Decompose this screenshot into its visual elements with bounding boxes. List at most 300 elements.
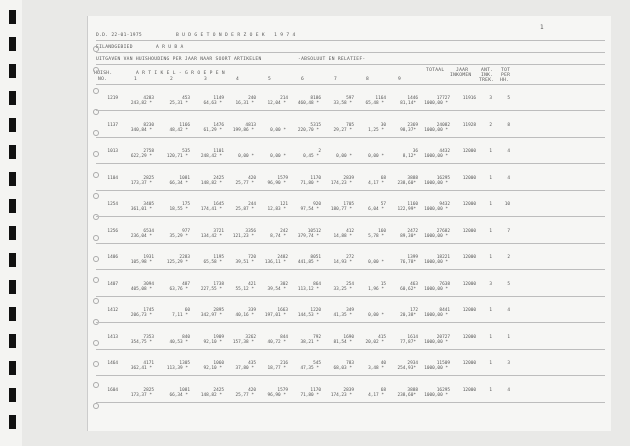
relative-value: 0,00 * <box>270 154 286 159</box>
earners-count: 2 <box>489 122 492 128</box>
absolute-value: 720 <box>248 255 256 260</box>
absolute-value: 2758 <box>143 149 154 154</box>
total-value: 17727 <box>436 96 450 101</box>
relative-value: 1000,00 * <box>424 127 448 133</box>
absolute-value: 8051 <box>310 255 321 260</box>
relative-value: 33,25 * <box>333 286 352 292</box>
relative-value: 125,29 * <box>166 260 188 265</box>
relative-value: 65,48 * <box>365 101 384 106</box>
relative-value: 48,42 * <box>169 127 188 133</box>
relative-value: 14,93 * <box>333 260 352 265</box>
income-value: 12000 <box>462 387 476 393</box>
relative-value: 622,29 * <box>130 154 152 159</box>
absolute-value: 415 <box>378 334 386 340</box>
relative-value: 55,12 * <box>235 286 254 292</box>
total-value: 20727 <box>436 334 450 340</box>
relative-value: 238,60* <box>397 392 416 398</box>
relative-value: 92,10 * <box>203 366 222 371</box>
punch-hole <box>9 226 16 240</box>
household-size: 2 <box>507 255 510 260</box>
ruled-line <box>96 163 605 164</box>
absolute-value: 1446 <box>407 96 418 101</box>
relative-value: 40,53 * <box>169 339 188 345</box>
relative-value: 220,70 * <box>297 127 319 133</box>
relative-value: 65,58 * <box>203 260 222 265</box>
household-number: 1013 <box>107 149 118 154</box>
absolute-value: 3094 <box>143 281 154 287</box>
absolute-value: 1931 <box>143 255 154 260</box>
absolute-value: 1663 <box>277 308 288 313</box>
absolute-value: 36 <box>412 149 418 154</box>
absolute-value: 463 <box>410 281 418 287</box>
relative-value: 354,75 * <box>130 339 152 345</box>
relative-value: 0,00 * <box>368 260 384 265</box>
earners-count: 1 <box>489 228 492 234</box>
household-size: 8 <box>507 122 510 128</box>
table-row <box>96 308 596 322</box>
absolute-value: 1170 <box>310 387 321 393</box>
table-row <box>96 96 596 110</box>
punch-hole <box>9 172 16 186</box>
col-ant-1: ANT. <box>481 68 494 73</box>
table-row <box>96 388 596 402</box>
ruled-line <box>96 243 605 244</box>
tractor-feed-hole <box>93 340 99 346</box>
punch-hole <box>9 10 16 24</box>
absolute-value: 535 <box>182 149 190 154</box>
absolute-value: 840 <box>182 334 190 340</box>
absolute-value: 3262 <box>245 334 256 340</box>
col-income-2: INKOMEN <box>450 73 472 78</box>
relative-value: 236,04 * <box>130 233 152 239</box>
relative-value: 1000,00 * <box>424 180 448 186</box>
tractor-feed-hole <box>93 88 99 94</box>
absolute-value: 864 <box>313 281 321 287</box>
tractor-feed-hole <box>93 193 99 199</box>
relative-value: 41,35 * <box>333 313 352 318</box>
household-size: 7 <box>507 228 510 234</box>
absolute-value: 6534 <box>143 228 154 234</box>
relative-value: 1000,00 * <box>424 101 448 106</box>
income-value: 12000 <box>462 334 476 340</box>
absolute-value: 1738 <box>213 281 224 287</box>
punch-hole <box>9 334 16 348</box>
relative-value: 25,77 * <box>235 392 254 398</box>
absolute-value: 597 <box>346 96 354 101</box>
earners-count: 1 <box>489 308 492 313</box>
absolute-value: 421 <box>248 281 256 287</box>
relative-value: 68,03 * <box>333 366 352 371</box>
absolute-value: 3356 <box>245 228 256 234</box>
absolute-value: 1745 <box>143 308 154 313</box>
income-value: 11928 <box>462 122 476 128</box>
earners-count: 1 <box>489 149 492 154</box>
table-row <box>96 282 596 296</box>
col-tot-1: TOT <box>501 68 511 73</box>
total-value: 9432 <box>439 202 450 207</box>
col-group-number: 7 <box>334 77 338 82</box>
absolute-value: 214 <box>280 96 288 101</box>
ruled-line <box>96 52 605 53</box>
total-value: 18221 <box>436 255 450 260</box>
absolute-value: 15 <box>380 281 386 287</box>
total-value: 27682 <box>436 228 450 234</box>
punch-hole <box>9 253 16 267</box>
household-number: 1413 <box>107 334 118 340</box>
relative-value: 1000,00 * <box>424 154 448 159</box>
relative-value: 61,29 * <box>203 127 222 133</box>
absolute-value: 4813 <box>245 122 256 128</box>
relative-value: 3,48 * <box>368 366 384 371</box>
absolute-value: 1166 <box>179 122 190 128</box>
col-group-number: 9 <box>398 77 402 82</box>
tractor-feed-hole <box>93 361 99 367</box>
absolute-value: 1909 <box>213 334 224 340</box>
relative-value: 25,87 * <box>235 207 254 212</box>
col-hh-2: NO. <box>98 77 108 82</box>
absolute-value: 487 <box>182 281 190 287</box>
relative-value: 76,78* <box>400 260 416 265</box>
relative-value: 1000,00 * <box>424 313 448 318</box>
relative-value: 8,12* <box>402 154 416 159</box>
relative-value: 92,10 * <box>203 339 222 345</box>
relative-value: 243,82 * <box>130 101 152 106</box>
col-group-number: 6 <box>301 77 305 82</box>
relative-value: 81,14* <box>400 101 416 106</box>
absolute-value: 1149 <box>213 96 224 101</box>
income-value: 12000 <box>462 228 476 234</box>
relative-value: 71,80 * <box>300 180 319 186</box>
absolute-value: 3888 <box>407 175 418 181</box>
absolute-value: 121 <box>280 202 288 207</box>
relative-value: 20,38* <box>400 313 416 318</box>
earners-count: 1 <box>489 334 492 340</box>
household-size: 4 <box>507 387 510 393</box>
absolute-value: 8186 <box>310 96 321 101</box>
relative-value: 66,34 * <box>169 392 188 398</box>
relative-value: 254,93* <box>397 366 416 371</box>
punch-hole <box>9 118 16 132</box>
relative-value: 340,84 * <box>130 127 152 133</box>
table-row <box>96 255 596 269</box>
absolute-value: 2825 <box>143 387 154 393</box>
relative-value: 0,00 * <box>238 154 254 159</box>
absolute-value: 1305 <box>179 361 190 366</box>
relative-value: 0,45 * <box>303 154 319 159</box>
page-mark: 1 <box>540 24 544 31</box>
relative-value: 113,12 * <box>297 286 319 292</box>
relative-value: 248,42 * <box>200 154 222 159</box>
income-value: 12000 <box>462 361 476 366</box>
col-group: A R T I K E L - G R O E P E N <box>136 71 225 76</box>
tractor-feed-hole <box>93 130 99 136</box>
punch-hole <box>9 145 16 159</box>
ruled-line <box>96 64 605 65</box>
report-subtitle: UITGAVEN VAN HUISHOUDING PER JAAR NAAR SOORT ARTIKELEN <box>96 57 262 62</box>
earners-count: 3 <box>489 96 492 101</box>
col-ant-3: TREK. <box>479 78 495 83</box>
relative-value: 361,01 * <box>130 207 152 212</box>
report-subtitle-2: -ABSOLUUT EN RELATIEF- <box>298 57 366 62</box>
relative-value: 136,11 * <box>264 260 286 265</box>
relative-value: 460,48 * <box>297 101 319 106</box>
col-group-number: 2 <box>170 77 174 82</box>
absolute-value: 8230 <box>143 122 154 128</box>
absolute-value: 1220 <box>310 308 321 313</box>
total-value: 7638 <box>439 281 450 287</box>
relative-value: 0,00 * <box>336 154 352 159</box>
total-value: 8441 <box>439 308 450 313</box>
household-size: 4 <box>507 175 510 181</box>
relative-value: 405,08 * <box>130 286 152 292</box>
household-number: 1604 <box>107 387 118 393</box>
tractor-feed-hole <box>93 214 99 220</box>
relative-value: 37,80 * <box>235 366 254 371</box>
absolute-value: 1579 <box>277 175 288 181</box>
relative-value: 63,76 * <box>169 286 188 292</box>
relative-value: 174,23 * <box>330 180 352 186</box>
relative-value: 89,30* <box>400 233 416 239</box>
relative-value: 4,17 * <box>368 180 384 186</box>
table-row <box>96 335 596 349</box>
absolute-value: 4283 <box>143 96 154 101</box>
absolute-value: 844 <box>280 334 288 340</box>
absolute-value: 1579 <box>277 387 288 393</box>
household-size: 5 <box>507 96 510 101</box>
relative-value: 35,29 * <box>169 233 188 239</box>
absolute-value: 339 <box>248 308 256 313</box>
absolute-value: 2839 <box>343 387 354 393</box>
punch-hole <box>9 64 16 78</box>
printout-sheet <box>87 16 611 431</box>
total-value: 11509 <box>436 361 450 366</box>
absolute-value: 302 <box>280 281 288 287</box>
relative-value: 122,99* <box>397 207 416 212</box>
absolute-value: 40 <box>380 361 386 366</box>
earners-count: 3 <box>489 281 492 287</box>
absolute-value: 453 <box>182 96 190 101</box>
col-income-1: JAAR <box>456 68 469 73</box>
relative-value: 441,85 * <box>297 260 319 265</box>
absolute-value: 1160 <box>407 202 418 207</box>
household-number: 1406 <box>107 255 118 260</box>
ruled-line <box>96 84 605 85</box>
absolute-value: 175 <box>182 202 190 207</box>
absolute-value: 2425 <box>213 387 224 393</box>
household-number: 1464 <box>107 361 118 366</box>
col-tot-2: PER <box>501 73 511 78</box>
absolute-value: 1476 <box>213 122 224 128</box>
earners-count: 1 <box>489 255 492 260</box>
relative-value: 199,86 * <box>232 127 254 133</box>
household-size: 1 <box>507 334 510 340</box>
relative-value: 12,83 * <box>267 207 286 212</box>
ruled-line <box>96 137 605 138</box>
relative-value: 96,90 * <box>267 180 286 186</box>
household-number: 1254 <box>107 202 118 207</box>
absolute-value: 242 <box>280 228 288 234</box>
absolute-value: 1081 <box>179 387 190 393</box>
relative-value: 1000,00 * <box>424 339 448 345</box>
relative-value: 206,73 * <box>130 313 152 318</box>
relative-value: 148,82 * <box>200 180 222 186</box>
table-row <box>96 176 596 190</box>
absolute-value: 172 <box>410 308 418 313</box>
binding-strip <box>0 0 22 446</box>
income-value: 11916 <box>462 96 476 101</box>
col-group-number: 3 <box>204 77 208 82</box>
relative-value: 77,87* <box>400 339 416 345</box>
household-size: 3 <box>507 361 510 366</box>
absolute-value: 254 <box>346 281 354 287</box>
relative-value: 98,37* <box>400 127 416 133</box>
relative-value: 4,17 * <box>368 392 384 398</box>
table-row <box>96 361 596 375</box>
relative-value: 113,39 * <box>166 366 188 371</box>
tractor-feed-hole <box>93 151 99 157</box>
tractor-feed-hole <box>93 298 99 304</box>
absolute-value: 30 <box>380 122 386 128</box>
absolute-value: 2472 <box>407 228 418 234</box>
punch-hole <box>9 37 16 51</box>
relative-value: 197,01 * <box>264 313 286 318</box>
relative-value: 174,23 * <box>330 392 352 398</box>
relative-value: 29,27 * <box>333 127 352 133</box>
absolute-value: 2369 <box>407 122 418 128</box>
relative-value: 173,37 * <box>130 180 152 186</box>
absolute-value: 244 <box>248 202 256 207</box>
total-value: 16295 <box>436 175 450 181</box>
absolute-value: 420 <box>248 175 256 181</box>
absolute-value: 216 <box>280 361 288 366</box>
absolute-value: 783 <box>346 361 354 366</box>
income-value: 12000 <box>462 308 476 313</box>
tractor-feed-hole <box>93 277 99 283</box>
absolute-value: 240 <box>248 96 256 101</box>
relative-value: 120,71 * <box>166 154 188 159</box>
income-value: 12000 <box>462 202 476 207</box>
absolute-value: 60 <box>184 308 190 313</box>
absolute-value: 3405 <box>143 202 154 207</box>
col-group-number: 4 <box>236 77 240 82</box>
absolute-value: 2283 <box>179 255 190 260</box>
relative-value: 66,34 * <box>169 180 188 186</box>
household-number: 1219 <box>107 96 118 101</box>
ruled-line <box>96 40 605 41</box>
relative-value: 379,74 * <box>297 233 319 239</box>
relative-value: 38,21 * <box>300 339 319 345</box>
absolute-value: 1399 <box>407 255 418 260</box>
household-number: 1407 <box>107 281 118 287</box>
earners-count: 1 <box>489 387 492 393</box>
tractor-feed-hole <box>93 235 99 241</box>
ruled-line <box>96 349 605 350</box>
absolute-value: 5315 <box>310 122 321 128</box>
relative-value: 12,04 * <box>267 101 286 106</box>
absolute-value: 1164 <box>375 96 386 101</box>
earners-count: 1 <box>489 175 492 181</box>
relative-value: 60,62* <box>400 286 416 292</box>
earners-count: 1 <box>489 202 492 207</box>
relative-value: 6,04 * <box>368 207 384 212</box>
tractor-feed-hole <box>93 172 99 178</box>
relative-value: 47,35 * <box>300 366 319 371</box>
relative-value: 33,58 * <box>333 101 352 106</box>
relative-value: 1000,00 * <box>424 233 448 239</box>
relative-value: 20,02 * <box>365 339 384 345</box>
absolute-value: 57 <box>380 202 386 207</box>
earners-count: 1 <box>489 361 492 366</box>
relative-value: 227,55 * <box>200 286 222 292</box>
tractor-feed-hole <box>93 403 99 409</box>
household-number: 1137 <box>107 122 118 128</box>
household-size: 5 <box>507 281 510 287</box>
relative-value: 8,74 * <box>270 233 286 239</box>
income-value: 12000 <box>462 281 476 287</box>
absolute-value: 420 <box>248 387 256 393</box>
relative-value: 148,82 * <box>200 392 222 398</box>
household-size: 4 <box>507 308 510 313</box>
col-tot-3: HH. <box>500 78 510 83</box>
ruled-line <box>96 190 605 191</box>
punch-hole <box>9 415 16 429</box>
absolute-value: 2839 <box>343 175 354 181</box>
island-name: A R U B A <box>156 45 184 50</box>
relative-value: 7,11 * <box>172 313 188 318</box>
absolute-value: 1101 <box>213 149 224 154</box>
table-row <box>96 202 596 216</box>
punch-hole <box>9 280 16 294</box>
absolute-value: 412 <box>346 228 354 234</box>
relative-value: 1,96 * <box>368 286 384 292</box>
relative-value: 0,00 * <box>368 154 384 159</box>
col-group-number: 8 <box>366 77 370 82</box>
absolute-value: 7353 <box>143 334 154 340</box>
absolute-value: 1170 <box>310 175 321 181</box>
tractor-feed-hole <box>93 382 99 388</box>
punch-hole <box>9 307 16 321</box>
relative-value: 71,80 * <box>300 392 319 398</box>
relative-value: 1000,00 * <box>424 207 448 212</box>
col-group-number: 5 <box>268 77 272 82</box>
household-number: 1412 <box>107 308 118 313</box>
relative-value: 1,25 * <box>368 127 384 133</box>
household-size: 10 <box>504 202 510 207</box>
tractor-feed-hole <box>93 46 99 52</box>
punch-hole <box>9 199 16 213</box>
household-number: 1256 <box>107 228 118 234</box>
absolute-value: 3888 <box>407 387 418 393</box>
tractor-feed-hole <box>93 256 99 262</box>
relative-value: 180,77 * <box>330 207 352 212</box>
punch-hole <box>9 91 16 105</box>
col-total: TOTAAL <box>426 68 445 73</box>
income-value: 12000 <box>462 149 476 154</box>
punch-hole <box>9 361 16 375</box>
relative-value: 25,31 * <box>169 101 188 106</box>
relative-value: 121,23 * <box>232 233 254 239</box>
relative-value: 40,16 * <box>235 313 254 318</box>
absolute-value: 3721 <box>213 228 224 234</box>
absolute-value: 160 <box>378 228 386 234</box>
relative-value: 97,54 * <box>300 207 319 212</box>
absolute-value: 68 <box>380 175 386 181</box>
absolute-value: 68 <box>380 387 386 393</box>
absolute-value: 2425 <box>213 175 224 181</box>
absolute-value: 545 <box>313 361 321 366</box>
absolute-value: 2895 <box>213 308 224 313</box>
ruled-line <box>96 216 605 217</box>
